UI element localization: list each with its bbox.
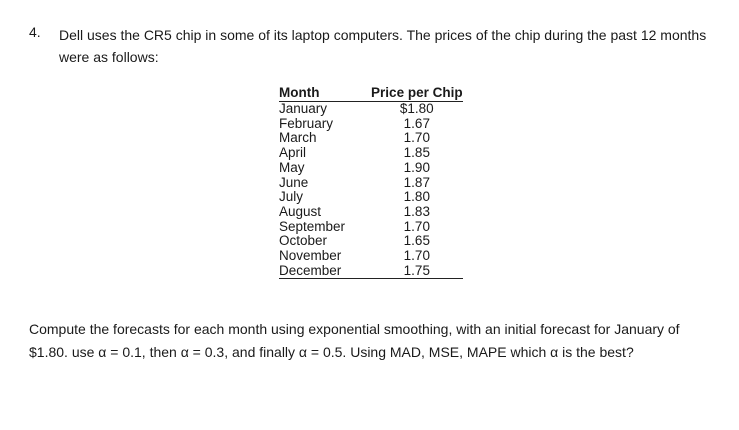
price-cell: 1.85 [403,145,430,161]
question-intro: Dell uses the CR5 chip in some of its laptop computers. The prices of the chip during the past 12 months were as follows: [59,27,707,65]
price-cell: $1.80 [399,101,434,116]
month-cell: March [279,130,317,146]
month-cell: April [279,145,307,161]
table-row [279,117,463,132]
month-cell: October [279,233,328,249]
price-cell: 1.75 [345,264,463,279]
table-header-row [279,84,463,102]
question-task: Compute the forecasts for each month using exponential smoothing, with an initial forecast for January of $1.80. use α = 0.1, then α = 0.3, and finally α = 0.5. Using MAD, MSE, MAPE which α is the best? [29,321,680,360]
month-column-header: Month [279,84,345,102]
price-cell: 1.70 [403,248,430,264]
month-cell: November [279,248,342,264]
price-cell: 1.70 [403,130,430,146]
price-cell: 1.80 [403,189,430,205]
table-row [279,146,463,161]
table-row [279,249,463,264]
price-column-header: Price per Chip [345,84,463,102]
table-row [279,220,463,235]
price-table [279,84,463,279]
table-row [279,234,463,249]
table-row [279,102,463,117]
month-cell: July [279,189,304,205]
month-cell: May [279,159,305,175]
question-number: 4. [29,24,41,40]
price-cell: 1.65 [403,233,430,249]
month-cell: August [279,203,322,219]
month-cell: January [279,101,328,116]
price-cell: 1.67 [403,115,430,131]
month-cell: September [279,218,346,234]
price-cell: 1.83 [403,203,430,219]
price-cell: 1.90 [403,159,430,175]
price-cell: 1.87 [403,174,430,190]
table-row [279,131,463,146]
price-cell: 1.70 [403,218,430,234]
table-row [279,264,463,279]
table-row [279,190,463,205]
month-cell: December [279,264,345,279]
table-row [279,161,463,176]
table-row [279,176,463,191]
month-cell: February [279,115,334,131]
table-row [279,205,463,220]
month-cell: June [279,174,309,190]
